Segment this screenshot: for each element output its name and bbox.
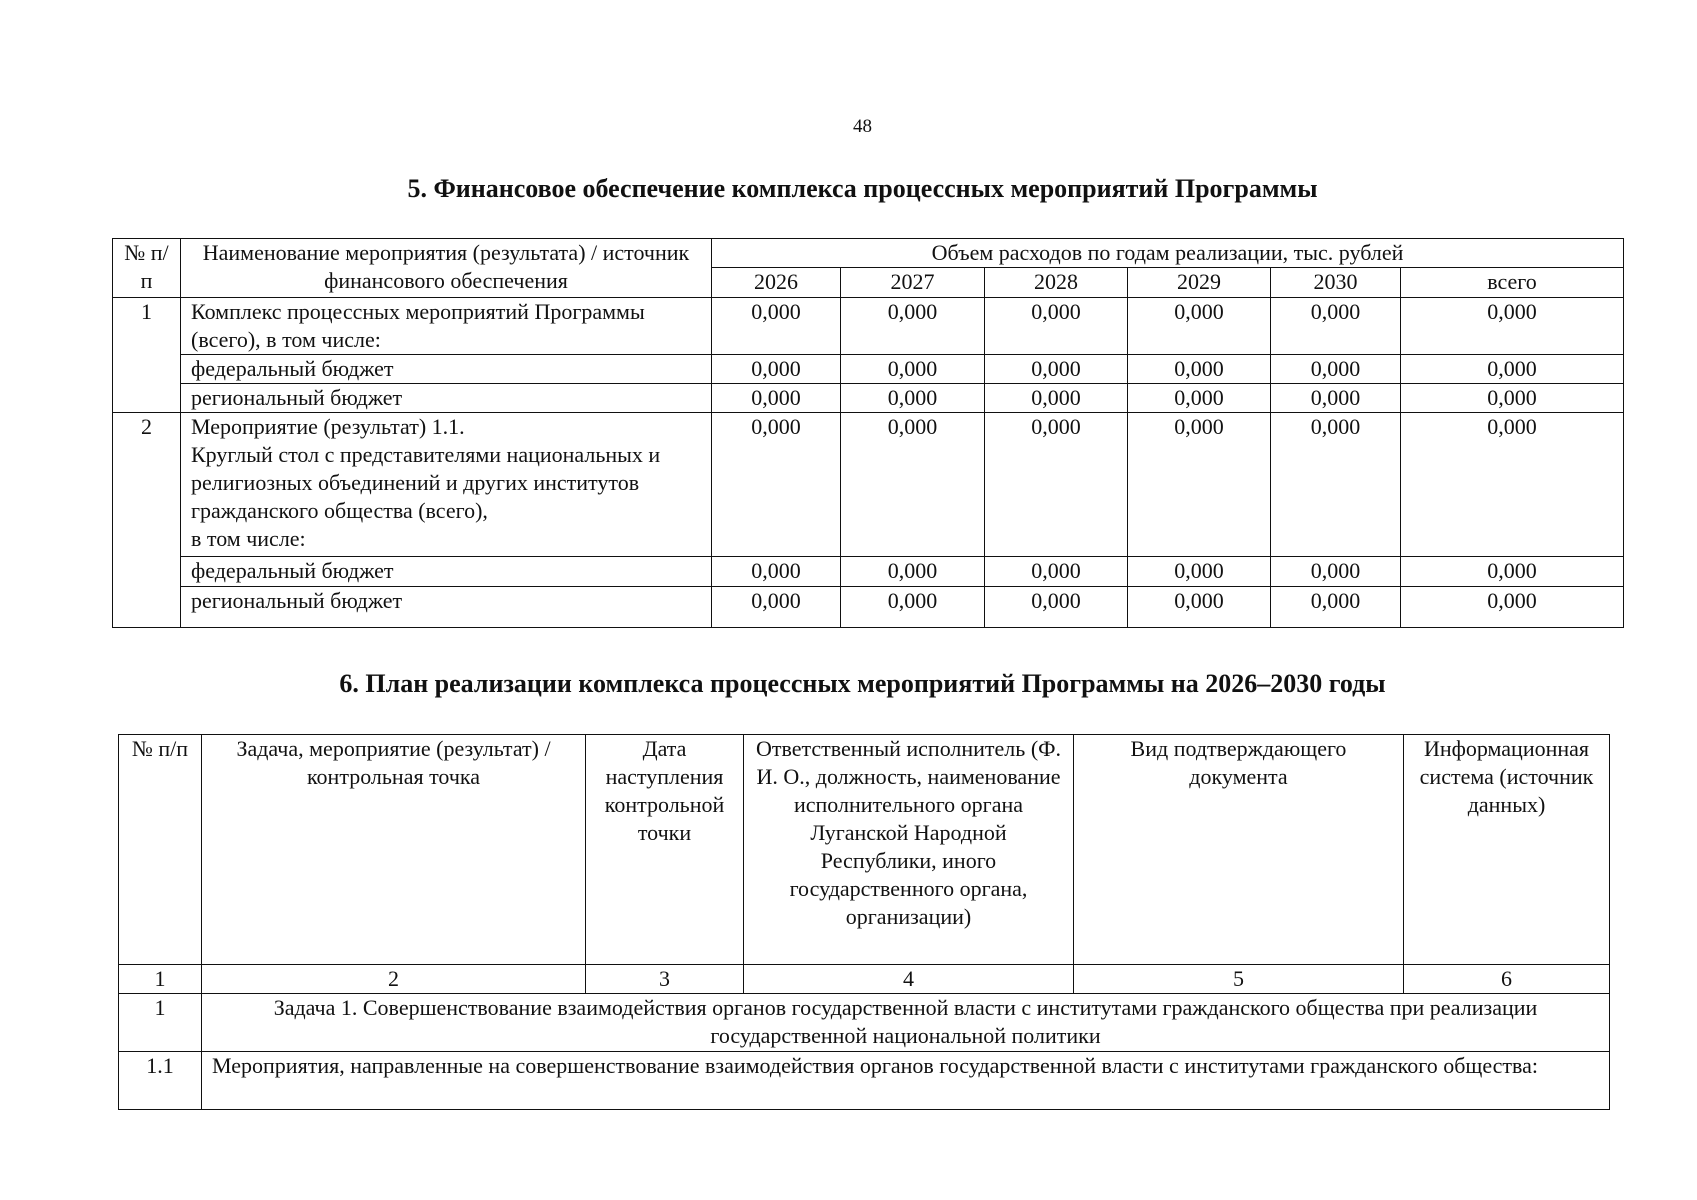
cell-value: 0,000 (985, 413, 1128, 557)
cell-value: 0,000 (985, 298, 1128, 355)
header-num: № п/п (113, 239, 181, 298)
plan-header-date: Дата наступления контрольной точки (586, 735, 744, 965)
column-number: 1 (119, 965, 202, 994)
row-name: региональный бюджет (181, 587, 712, 628)
cell-value: 0,000 (1128, 355, 1271, 384)
table-row (113, 298, 1624, 355)
row-num: 1 (119, 994, 202, 1052)
table-row (113, 384, 1624, 413)
section-5-title: 5. Финансовое обеспечение комплекса процессных мероприятий Программы (407, 174, 1318, 203)
cell-value: 0,000 (841, 587, 985, 628)
cell-value: 0,000 (1401, 355, 1624, 384)
cell-value: 0,000 (712, 384, 841, 413)
cell-value: 0,000 (712, 298, 841, 355)
header-name: Наименование мероприятия (результата) / источник финансового обеспечения (181, 239, 712, 298)
row-name: федеральный бюджет (181, 355, 712, 384)
cell-value: 0,000 (1271, 587, 1401, 628)
cell-value: 0,000 (841, 557, 985, 587)
cell-value: 0,000 (841, 384, 985, 413)
cell-value: 0,000 (841, 413, 985, 557)
row-name: Комплекс процессных мероприятий Программы (всего), в том числе: (181, 298, 712, 355)
header-total: всего (1401, 268, 1624, 298)
cell-value: 0,000 (1271, 413, 1401, 557)
table-row (113, 557, 1624, 587)
cell-value: 0,000 (1271, 298, 1401, 355)
cell-value: 0,000 (1401, 384, 1624, 413)
cell-value: 0,000 (1401, 587, 1624, 628)
cell-value: 0,000 (1271, 557, 1401, 587)
cell-value: 0,000 (1271, 384, 1401, 413)
column-number: 2 (202, 965, 586, 994)
row-name (181, 413, 712, 557)
cell-value: 0,000 (841, 355, 985, 384)
header-volume: Объем расходов по годам реализации, тыс. рублей (712, 239, 1624, 268)
cell-value: 0,000 (712, 355, 841, 384)
row-num: 1 (113, 298, 181, 413)
table-row (113, 355, 1624, 384)
header-year-2028: 2028 (985, 268, 1128, 298)
cell-value: 0,000 (1128, 557, 1271, 587)
table-row (119, 994, 1610, 1052)
activity-text: Мероприятия, направленные на совершенствование взаимодействия органов государственной власти с институтами гражданского общества: (202, 1052, 1610, 1110)
cell-value: 0,000 (1271, 355, 1401, 384)
cell-value: 0,000 (1128, 413, 1271, 557)
header-year-2029: 2029 (1128, 268, 1271, 298)
cell-value: 0,000 (1128, 384, 1271, 413)
financing-table (112, 238, 1624, 628)
page-number: 48 (853, 116, 872, 137)
row-name: региональный бюджет (181, 384, 712, 413)
table-row (113, 587, 1624, 628)
section-6-title: 6. План реализации комплекса процессных мероприятий Программы на 2026–2030 годы (339, 669, 1386, 698)
row-num: 2 (113, 413, 181, 628)
row-num: 1.1 (119, 1052, 202, 1110)
header-year-2027: 2027 (841, 268, 985, 298)
cell-value: 0,000 (985, 587, 1128, 628)
header-year-2030: 2030 (1271, 268, 1401, 298)
cell-value: 0,000 (712, 587, 841, 628)
column-number: 4 (744, 965, 1074, 994)
cell-value: 0,000 (1128, 298, 1271, 355)
plan-header-document: Вид подтверждающего документа (1074, 735, 1404, 965)
plan-table (118, 734, 1610, 1110)
column-number-row (119, 965, 1610, 994)
cell-value: 0,000 (712, 413, 841, 557)
cell-value: 0,000 (1128, 587, 1271, 628)
row-name-line: Круглый стол с представителями национальных и религиозных объединений и других институтов гражданского общества (всего), (191, 442, 661, 523)
row-name-line: в том числе: (191, 526, 306, 551)
row-name: федеральный бюджет (181, 557, 712, 587)
cell-value: 0,000 (712, 557, 841, 587)
cell-value: 0,000 (1401, 298, 1624, 355)
cell-value: 0,000 (985, 384, 1128, 413)
table-row (119, 1052, 1610, 1110)
plan-header-task: Задача, мероприятие (результат) / контрольная точка (202, 735, 586, 965)
plan-header-executor: Ответственный исполнитель (Ф. И. О., должность, наименование исполнительного органа Луганской Народной Республики, иного государственного органа, организации) (744, 735, 1074, 965)
column-number: 5 (1074, 965, 1404, 994)
plan-header-system: Информационная система (источник данных) (1404, 735, 1610, 965)
column-number: 3 (586, 965, 744, 994)
cell-value: 0,000 (841, 298, 985, 355)
plan-header-num: № п/п (119, 735, 202, 965)
header-year-2026: 2026 (712, 268, 841, 298)
column-number: 6 (1404, 965, 1610, 994)
cell-value: 0,000 (1401, 413, 1624, 557)
cell-value: 0,000 (985, 557, 1128, 587)
cell-value: 0,000 (985, 355, 1128, 384)
cell-value: 0,000 (1401, 557, 1624, 587)
row-name-line: Мероприятие (результат) 1.1. (191, 414, 465, 439)
table-row (113, 413, 1624, 557)
task-text: Задача 1. Совершенствование взаимодействия органов государственной власти с институтами гражданского общества при реализации государственной национальной политики (202, 994, 1610, 1052)
